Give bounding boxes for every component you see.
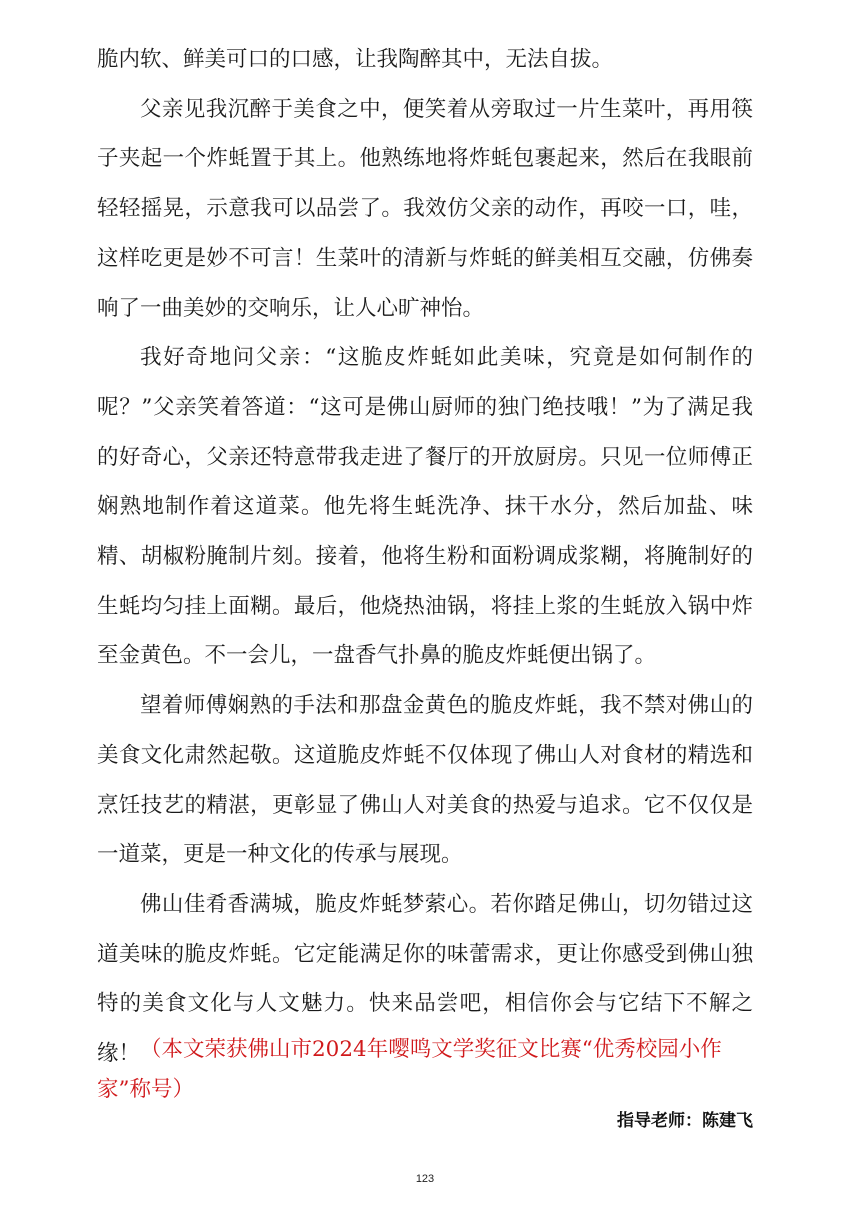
teacher-credit: 指导老师：陈建飞 xyxy=(617,1111,753,1131)
award-note: （本文荣获佛山市2024年嘤鸣文学奖征文比赛“优秀校园小作家”称号） xyxy=(97,1037,722,1102)
paragraph-father-lettuce: 父亲见我沉醉于美食之中，便笑着从旁取过一片生菜叶，再用筷子夹起一个炸蚝置于其上。他熟练地将炸蚝包裹起来，然后在我眼前轻轻摇晃，示意我可以品尝了。我效仿父亲的动作，再咬一口，哇，这样吃更是妙不可言！生菜叶的清新与炸蚝的鲜美相互交融，仿佛奏响了一曲美妙的交响乐，让人心旷神怡。 xyxy=(97,96,753,321)
page-number: 123 xyxy=(415,1173,435,1185)
paragraph-continuation: 脆内软、鲜美可口的口感，让我陶醉其中，无法自拔。 xyxy=(97,47,614,72)
paragraph-conclusion: 佛山佳肴香满城，脆皮炸蚝梦萦心。若你踏足佛山，切勿错过这道美味的脆皮炸蚝。它定能满足你的味蕾需求，更让你感受到佛山独特的美食文化与人文魅力。快来品尝吧，相信你会与它结下不解之缘！ xyxy=(97,891,753,1067)
paragraph-kitchen-visit: 我好奇地问父亲：“这脆皮炸蚝如此美味，究竟是如何制作的呢？”父亲笑着答道：“这可是佛山厨师的独门绝技哦！”为了满足我的好奇心，父亲还特意带我走进了餐厅的开放厨房。只见一位师傅正娴熟地制作着这道菜。他先将生蚝洗净、抹干水分，然后加盐、味精、胡椒粉腌制片刻。接着，他将生粉和面粉调成浆糊，将腌制好的生蚝均匀挂上面糊。最后，他烧热油锅，将挂上浆的生蚝放入锅中炸至金黄色。不一会儿，一盘香气扑鼻的脆皮炸蚝便出锅了。 xyxy=(97,345,753,669)
article-body xyxy=(97,35,753,1079)
paragraph-food-culture: 望着师傅娴熟的手法和那盘金黄色的脆皮炸蚝，我不禁对佛山的美食文化肃然起敬。这道脆皮炸蚝不仅体现了佛山人对食材的精选和烹饪技艺的精湛，更彰显了佛山人对美食的热爱与追求。它不仅仅是一道菜，更是一种文化的传承与展现。 xyxy=(97,693,753,868)
